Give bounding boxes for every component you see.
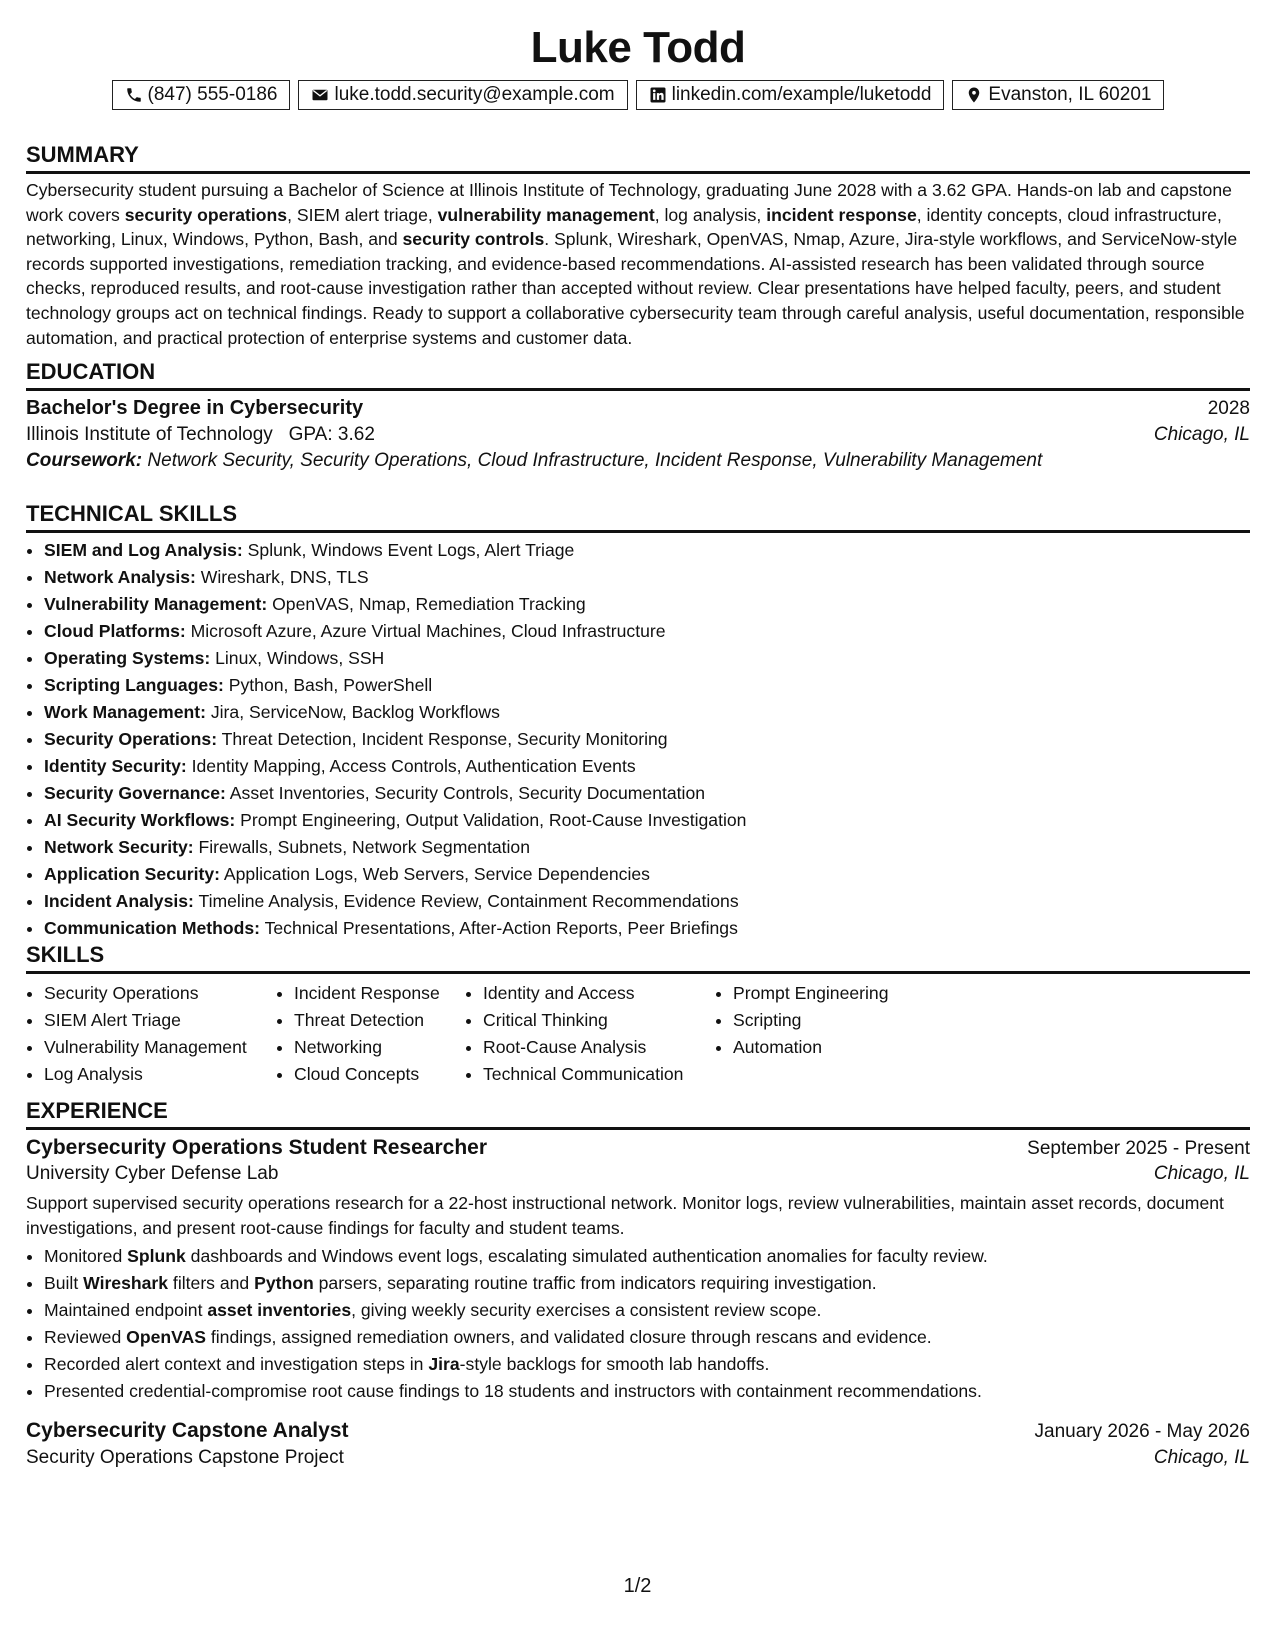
bullet-segment-text: Maintained endpoint bbox=[44, 1300, 208, 1320]
bullet-segment-text: filters and bbox=[168, 1273, 255, 1293]
linkedin-text: linkedin.com/example/luketodd bbox=[671, 84, 932, 105]
bullet-segment-bold: Wireshark bbox=[83, 1273, 169, 1293]
linkedin-contact[interactable] bbox=[636, 80, 945, 110]
bullet-segment-text: Presented credential-compromise root cause findings to 18 students and instructors with containment recommendations. bbox=[44, 1381, 982, 1401]
technical-skill-item bbox=[44, 564, 1250, 591]
skill-values: Firewalls, Subnets, Network Segmentation bbox=[193, 837, 530, 857]
bullet-segment-text: Recorded alert context and investigation steps in bbox=[44, 1354, 429, 1374]
summary-segment-bold: security operations bbox=[124, 204, 288, 225]
skill-values: Microsoft Azure, Azure Virtual Machines, Cloud Infrastructure bbox=[185, 621, 666, 641]
bullet-segment-text: findings, assigned remediation owners, and validated closure through rescans and evidence. bbox=[206, 1327, 932, 1347]
skill-values: Technical Presentations, After-Action Reports, Peer Briefings bbox=[260, 918, 738, 938]
technical-skill-item bbox=[44, 861, 1250, 888]
experience-section bbox=[26, 1097, 1250, 1469]
skills-column bbox=[26, 980, 276, 1088]
summary-segment-text: , identity concepts, cloud infrastructure, networking, Linux, Windows, Python, Bash, and bbox=[26, 204, 1222, 250]
technical-skill-item bbox=[44, 807, 1250, 834]
skill-values: Jira, ServiceNow, Backlog Workflows bbox=[205, 702, 500, 722]
skill-category: Network Security: bbox=[44, 837, 194, 857]
bullet-segment-text: parsers, separating routine traffic from indicators requiring investigation. bbox=[313, 1273, 877, 1293]
school-info bbox=[26, 424, 375, 446]
job-bullets bbox=[26, 1243, 1250, 1405]
summary-segment-text: , SIEM alert triage, bbox=[287, 204, 438, 225]
skills-heading: SKILLS bbox=[26, 941, 1250, 974]
job-entry bbox=[26, 1419, 1250, 1469]
skill-values: Python, Bash, PowerShell bbox=[223, 675, 433, 695]
skill-category: Communication Methods: bbox=[44, 918, 261, 938]
phone-icon bbox=[125, 86, 143, 104]
email-text: luke.todd.security@example.com bbox=[334, 84, 615, 105]
experience-heading: EXPERIENCE bbox=[26, 1097, 1250, 1130]
map-pin-icon bbox=[965, 86, 983, 104]
skill-values: Threat Detection, Incident Response, Security Monitoring bbox=[217, 729, 668, 749]
skills-column bbox=[276, 980, 465, 1088]
job-bullet bbox=[44, 1270, 1250, 1297]
skill-item: • Networking bbox=[294, 1034, 465, 1061]
page-number: 1/2 bbox=[623, 1575, 652, 1597]
gpa: GPA: 3.62 bbox=[288, 424, 375, 445]
skill-item: • Scripting bbox=[733, 1007, 965, 1034]
skill-values: Asset Inventories, Security Controls, Security Documentation bbox=[225, 783, 706, 803]
technical-skill-item bbox=[44, 618, 1250, 645]
summary-segment-bold: incident response bbox=[766, 204, 917, 225]
skill-values: Identity Mapping, Access Controls, Authentication Events bbox=[186, 756, 636, 776]
job-title: Cybersecurity Operations Student Researcher bbox=[26, 1136, 487, 1159]
skill-values: Timeline Analysis, Evidence Review, Containment Recommendations bbox=[193, 891, 739, 911]
summary-segment-text: . Splunk, Wireshark, OpenVAS, Nmap, Azure, Jira-style workflows, and ServiceNow-style records supported investigations, remediation tracking, and evidence-based recommendations. AI-assisted research has been validated through source checks, reproduced results, and root-cause investigation rather than accepted without review. Clear presentations have helped faculty, peers, and student technology groups act on technical findings. Ready to support a collaborative cybersecurity team through careful analysis, useful documentation, responsible automation, and practical protection of enterprise systems and customer data. bbox=[26, 229, 1245, 348]
job-title: Cybersecurity Capstone Analyst bbox=[26, 1419, 349, 1442]
skill-values: Wireshark, DNS, TLS bbox=[195, 567, 369, 587]
job-entry bbox=[26, 1136, 1250, 1405]
technical-skill-item bbox=[44, 834, 1250, 861]
job-bullet bbox=[44, 1324, 1250, 1351]
job-bullet bbox=[44, 1351, 1250, 1378]
skill-category: Incident Analysis: bbox=[44, 891, 194, 911]
skill-item: • Incident Response bbox=[294, 980, 465, 1007]
job-bullet bbox=[44, 1243, 1250, 1270]
school-name: Illinois Institute of Technology bbox=[26, 424, 273, 445]
degree-title: Bachelor's Degree in Cybersecurity bbox=[26, 397, 364, 419]
skill-values: Application Logs, Web Servers, Service Dependencies bbox=[219, 864, 650, 884]
job-org: University Cyber Defense Lab bbox=[26, 1163, 279, 1184]
job-org-row bbox=[26, 1447, 1250, 1469]
email-contact[interactable] bbox=[298, 80, 627, 110]
job-location: Chicago, IL bbox=[1153, 1447, 1250, 1468]
location-contact bbox=[952, 80, 1164, 110]
job-org-row bbox=[26, 1163, 1250, 1185]
bullet-segment-bold: asset inventories bbox=[207, 1300, 352, 1320]
skill-category: Scripting Languages: bbox=[44, 675, 224, 695]
skill-category: Identity Security: bbox=[44, 756, 187, 776]
technical-skills-list bbox=[26, 537, 1250, 942]
summary-segment-bold: security controls bbox=[402, 229, 545, 250]
job-dates: September 2025 - Present bbox=[1027, 1138, 1250, 1159]
school-location: Chicago, IL bbox=[1153, 424, 1250, 445]
bullet-segment-bold: Python bbox=[254, 1273, 314, 1293]
skill-category: Application Security: bbox=[44, 864, 220, 884]
bullet-segment-bold: Splunk bbox=[127, 1246, 186, 1266]
bullet-segment-text: Monitored bbox=[44, 1246, 128, 1266]
technical-skill-item bbox=[44, 537, 1250, 564]
skill-values: Prompt Engineering, Output Validation, Root-Cause Investigation bbox=[235, 810, 747, 830]
skill-category: Security Governance: bbox=[44, 783, 226, 803]
skill-category: Work Management: bbox=[44, 702, 206, 722]
coursework-list: Network Security, Security Operations, Cloud Infrastructure, Incident Response, Vulnerability Management bbox=[147, 450, 1043, 471]
phone-contact[interactable] bbox=[112, 80, 291, 110]
skill-category: Vulnerability Management: bbox=[44, 594, 268, 614]
education-section bbox=[26, 358, 1250, 472]
job-org: Security Operations Capstone Project bbox=[26, 1447, 344, 1468]
technical-skills-section bbox=[26, 500, 1250, 942]
skill-item: • SIEM Alert Triage bbox=[44, 1007, 276, 1034]
skill-item: • Root-Cause Analysis bbox=[483, 1034, 715, 1061]
contact-bar bbox=[26, 80, 1250, 110]
job-bullet bbox=[44, 1378, 1250, 1405]
skill-item: • Automation bbox=[733, 1034, 965, 1061]
job-dates: January 2026 - May 2026 bbox=[1034, 1421, 1250, 1442]
technical-skill-item bbox=[44, 672, 1250, 699]
school-row bbox=[26, 424, 1250, 446]
technical-skill-item bbox=[44, 753, 1250, 780]
skill-category: SIEM and Log Analysis: bbox=[44, 540, 243, 560]
coursework bbox=[26, 450, 1250, 472]
technical-skill-item bbox=[44, 726, 1250, 753]
skill-item: • Threat Detection bbox=[294, 1007, 465, 1034]
job-bullet bbox=[44, 1297, 1250, 1324]
skills-column bbox=[465, 980, 715, 1088]
bullet-segment-text: Reviewed bbox=[44, 1327, 127, 1347]
job-header-row bbox=[26, 1419, 1250, 1443]
bullet-segment-text: -style backlogs for smooth lab handoffs. bbox=[459, 1354, 770, 1374]
skill-item: • Identity and Access bbox=[483, 980, 715, 1007]
skill-item: • Cloud Concepts bbox=[294, 1061, 465, 1088]
summary-segment-bold: vulnerability management bbox=[437, 204, 655, 225]
summary-section bbox=[26, 141, 1250, 350]
summary-segment-text: , log analysis, bbox=[654, 204, 767, 225]
summary-text bbox=[26, 178, 1250, 350]
technical-skill-item bbox=[44, 591, 1250, 618]
skill-values: Splunk, Windows Event Logs, Alert Triage bbox=[242, 540, 575, 560]
skills-column bbox=[715, 980, 965, 1088]
bullet-segment-text: Built bbox=[44, 1273, 84, 1293]
technical-skill-item bbox=[44, 645, 1250, 672]
job-description: Support supervised security operations research for a 22-host instructional network. Monitor logs, review vulnerabilities, maintain asset records, document investigations, and present root-cause findings for faculty and student teams. bbox=[26, 1193, 1224, 1238]
candidate-name: Luke Todd bbox=[530, 23, 746, 72]
job-header-row bbox=[26, 1136, 1250, 1160]
phone-text: (847) 555-0186 bbox=[147, 84, 278, 105]
skill-category: AI Security Workflows: bbox=[44, 810, 236, 830]
skill-item: • Critical Thinking bbox=[483, 1007, 715, 1034]
technical-skill-item bbox=[44, 699, 1250, 726]
technical-skill-item bbox=[44, 888, 1250, 915]
bullet-segment-text: , giving weekly security exercises a consistent review scope. bbox=[351, 1300, 822, 1320]
skill-values: OpenVAS, Nmap, Remediation Tracking bbox=[267, 594, 586, 614]
skill-item: • Technical Communication bbox=[483, 1061, 715, 1088]
technical-skill-item bbox=[44, 915, 1250, 942]
skill-values: Linux, Windows, SSH bbox=[210, 648, 385, 668]
bullet-segment-bold: OpenVAS bbox=[126, 1327, 206, 1347]
education-heading: EDUCATION bbox=[26, 358, 1250, 391]
skill-item: • Security Operations bbox=[44, 980, 276, 1007]
bullet-segment-bold: Jira bbox=[428, 1354, 460, 1374]
coursework-label: Coursework: bbox=[26, 450, 143, 471]
technical-skills-heading: TECHNICAL SKILLS bbox=[26, 500, 1250, 533]
summary-segment-text: Cybersecurity student pursuing a Bachelor of Science at Illinois Institute of Technology, graduating June 2028 with a 3.62 GPA. Hands-on lab and capstone work covers bbox=[26, 180, 1232, 225]
skill-category: Network Analysis: bbox=[44, 567, 196, 587]
skill-item: • Log Analysis bbox=[44, 1061, 276, 1088]
linkedin-icon bbox=[649, 86, 667, 104]
skill-category: Cloud Platforms: bbox=[44, 621, 186, 641]
skill-item: • Prompt Engineering bbox=[733, 980, 965, 1007]
bullet-segment-text: dashboards and Windows event logs, escalating simulated authentication anomalies for faculty review. bbox=[185, 1246, 988, 1266]
skill-item: • Vulnerability Management bbox=[44, 1034, 276, 1061]
graduation-year: 2028 bbox=[1207, 398, 1250, 419]
summary-heading: SUMMARY bbox=[26, 141, 1250, 174]
degree-row bbox=[26, 397, 1250, 420]
location-text: Evanston, IL 60201 bbox=[988, 84, 1152, 105]
skills-section bbox=[26, 941, 1250, 1088]
envelope-icon bbox=[311, 86, 329, 104]
skills-grid bbox=[26, 980, 1250, 1088]
job-location: Chicago, IL bbox=[1153, 1163, 1250, 1184]
skill-category: Security Operations: bbox=[44, 729, 218, 749]
technical-skill-item bbox=[44, 780, 1250, 807]
skill-category: Operating Systems: bbox=[44, 648, 211, 668]
